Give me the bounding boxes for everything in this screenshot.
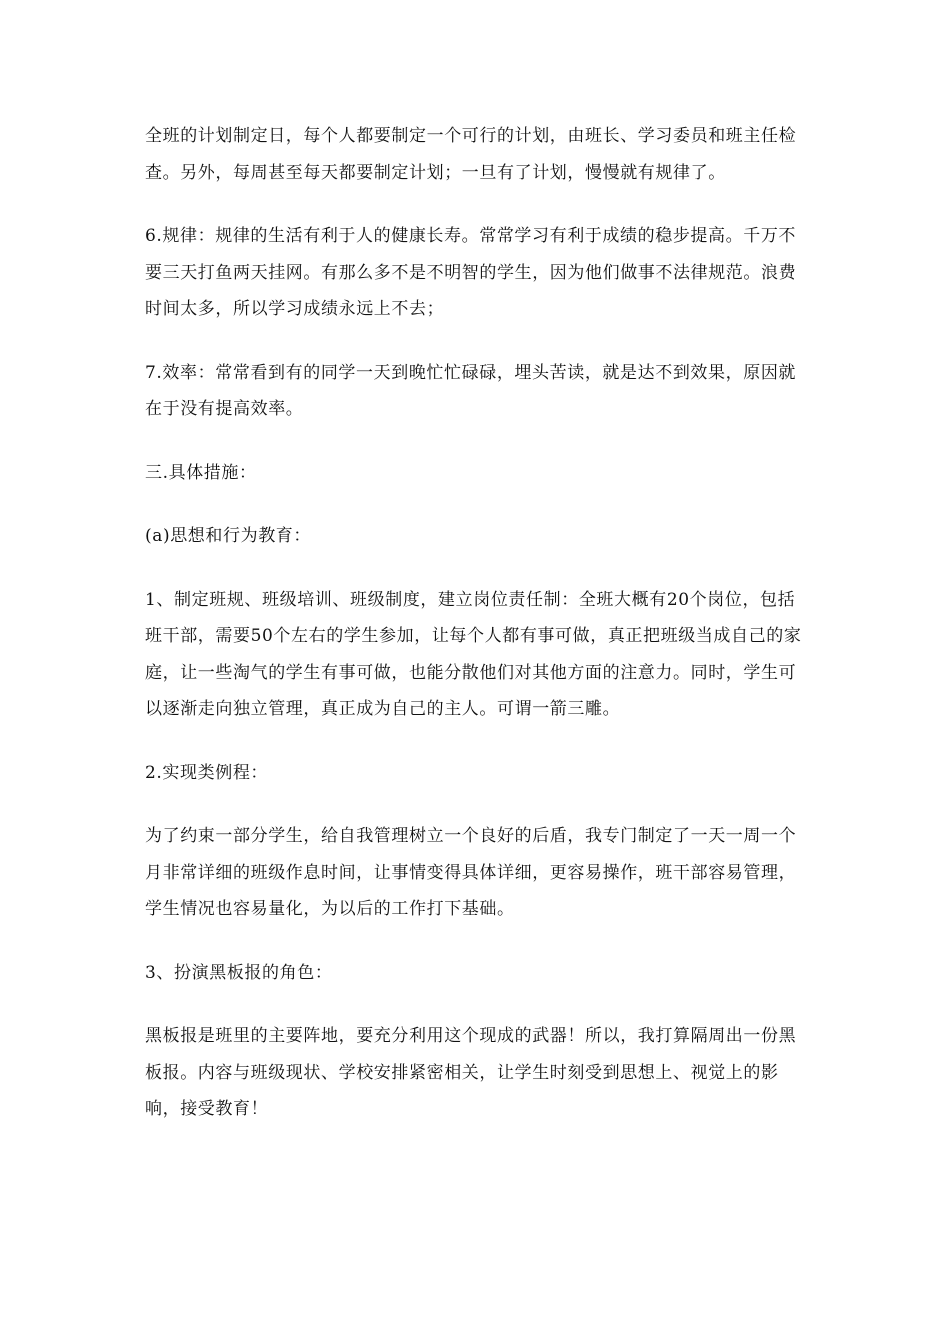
document-body bbox=[145, 118, 810, 1155]
paragraph-class-rules: 1、制定班规、班级培训、班级制度，建立岗位责任制：全班大概有20个岗位，包括班干部，需要50个左右的学生参加，让每个人都有事可做，真正把班级当成自己的家庭，让一些淘气的学生有事可做，也能分散他们对其他方面的注意力。同时，学生可以逐渐走向独立管理，真正成为自己的主人。可谓一箭三雕。 bbox=[145, 589, 802, 719]
subheading-routine: 2.实现类例程： bbox=[145, 762, 269, 783]
paragraph-blackboard: 黑板报是班里的主要阵地，要充分利用这个现成的武器！所以，我打算隔周出一份黑板报。内容与班级现状、学校安排紧密相关，让学生时刻受到思想上、视觉上的影响，接受教育！ bbox=[145, 1026, 797, 1119]
paragraph-plan-day: 全班的计划制定日，每个人都要制定一个可行的计划，由班长、学习委员和班主任检查。另外，每周甚至每天都要制定计划；一旦有了计划，慢慢就有规律了。 bbox=[145, 126, 797, 183]
section-heading-measures: 三.具体措施： bbox=[145, 462, 257, 483]
paragraph-efficiency: 7.效率：常常看到有的同学一天到晚忙忙碌碌，埋头苦读，就是达不到效果，原因就在于没有提高效率。 bbox=[145, 362, 797, 419]
paragraph-routine: 为了约束一部分学生，给自我管理树立一个良好的后盾，我专门制定了一天一周一个月非常详细的班级作息时间，让事情变得具体详细，更容易操作，班干部容易管理，学生情况也容易量化，为以后的工作打下基础。 bbox=[145, 826, 797, 919]
subheading-thought-behavior: (a)思想和行为教育： bbox=[145, 526, 311, 546]
subheading-blackboard: 3、扮演黑板报的角色： bbox=[145, 962, 333, 983]
paragraph-regularity: 6.规律：规律的生活有利于人的健康长寿。常常学习有利于成绩的稳步提高。千万不要三天打鱼两天挂网。有那么多不是不明智的学生，因为他们做事不法律规范。浪费时间太多，所以学习成绩永远上不去； bbox=[145, 226, 797, 319]
